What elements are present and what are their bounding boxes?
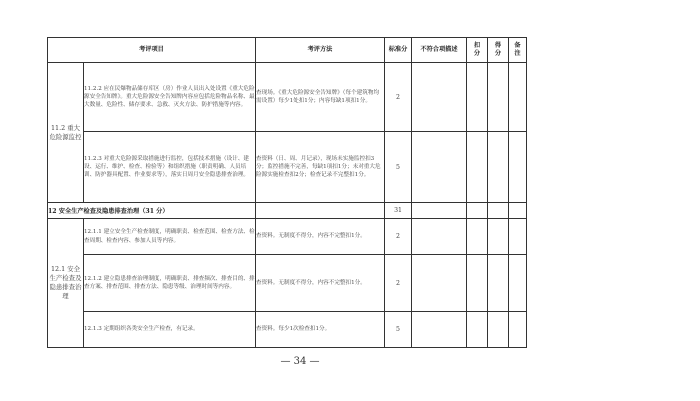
score-cell	[488, 132, 509, 203]
nonconform-cell	[412, 219, 467, 255]
deduct-cell	[467, 312, 488, 348]
item-cell: 11.2.2 应在民爆物品储存库区（房）作业人员出入处设置《重大危险源安全告知牌》。重大危险源安全告知牌内容应包括危险物品名称、最大数量、危险性、储存要求、急救、灭火方法、防护措施等内容。	[84, 63, 256, 132]
section-score: 31	[385, 203, 412, 219]
section-title: 12 安全生产检查及隐患排查治理（31 分）	[48, 203, 256, 219]
header-nonconform: 不符合项描述	[412, 38, 467, 63]
method-cell: 查资料。每少1次检查扣1分。	[256, 312, 385, 348]
header-remark: 备注	[509, 38, 527, 63]
deduct-cell	[467, 203, 488, 219]
deduct-cell	[467, 219, 488, 255]
item-cell: 12.1.1 建立安全生产检查制度，明确职责、检查范围、检查方法、检查周期、检查内容、参加人员等内容。	[84, 219, 256, 255]
std-score-cell: 2	[385, 63, 412, 132]
score-cell	[488, 255, 509, 312]
category-12-1: 12.1 安全生产检查及隐患排查治理	[48, 219, 84, 348]
nonconform-cell	[412, 203, 467, 219]
table-row	[48, 219, 527, 255]
table-row	[48, 255, 527, 312]
std-score-cell: 2	[385, 219, 412, 255]
remark-cell	[509, 203, 527, 219]
table-row	[48, 312, 527, 348]
header-project: 考评项目	[48, 38, 256, 63]
nonconform-cell	[412, 255, 467, 312]
method-cell: 查资料。无制度不得分，内容不完整扣1分。	[256, 219, 385, 255]
page-number: — 34 —	[280, 356, 320, 367]
header-std-score: 标准分	[385, 38, 412, 63]
method-cell: 查资料。无制度不得分，内容不完整扣1分。	[256, 255, 385, 312]
item-cell: 12.1.3 定期组织各类安全生产检查，有记录。	[84, 312, 256, 348]
nonconform-cell	[412, 132, 467, 203]
item-cell: 12.1.2 建立隐患排查治理制度，明确职责、排查频次、排查目的、排查方案、排查范围、排查方法、隐患等级、治理时间等内容。	[84, 255, 256, 312]
std-score-cell: 5	[385, 312, 412, 348]
section-row	[48, 203, 527, 219]
header-row	[48, 38, 527, 63]
method-cell	[256, 203, 385, 219]
header-score: 得分	[488, 38, 509, 63]
remark-cell	[509, 132, 527, 203]
category-11-2: 11.2 重大危险源监控	[48, 63, 84, 203]
deduct-cell	[467, 255, 488, 312]
nonconform-cell	[412, 312, 467, 348]
method-cell: 查资料（日、周、月记录），现场未实施监控扣3分；监控措施不完善，每缺1项扣1分；未对重大危险源实施检查扣2分；检查记录不完整扣1分。	[256, 132, 385, 203]
remark-cell	[509, 219, 527, 255]
remark-cell	[509, 63, 527, 132]
deduct-cell	[467, 63, 488, 132]
item-cell: 11.2.3 对重大危险源采取措施进行监控，包括技术措施（设计、建设、运行、维护、检查、检验等）和组织措施（职责明确、人员培训、防护器具配置、作业要求等），落实日周月安全隐患排查治理。	[84, 132, 256, 203]
table-row	[48, 63, 527, 132]
evaluation-table	[47, 37, 527, 348]
std-score-cell: 5	[385, 132, 412, 203]
deduct-cell	[467, 132, 488, 203]
table-row	[48, 132, 527, 203]
header-method: 考评方法	[256, 38, 385, 63]
score-cell	[488, 63, 509, 132]
header-deduct: 扣分	[467, 38, 488, 63]
std-score-cell: 2	[385, 255, 412, 312]
remark-cell	[509, 312, 527, 348]
method-cell: 查现场。《重大危险源安全告知牌》（每个建筑物均需设置）每少1处扣1分；内容每缺1项扣1分。	[256, 63, 385, 132]
score-cell	[488, 312, 509, 348]
score-cell	[488, 219, 509, 255]
remark-cell	[509, 255, 527, 312]
nonconform-cell	[412, 63, 467, 132]
score-cell	[488, 203, 509, 219]
